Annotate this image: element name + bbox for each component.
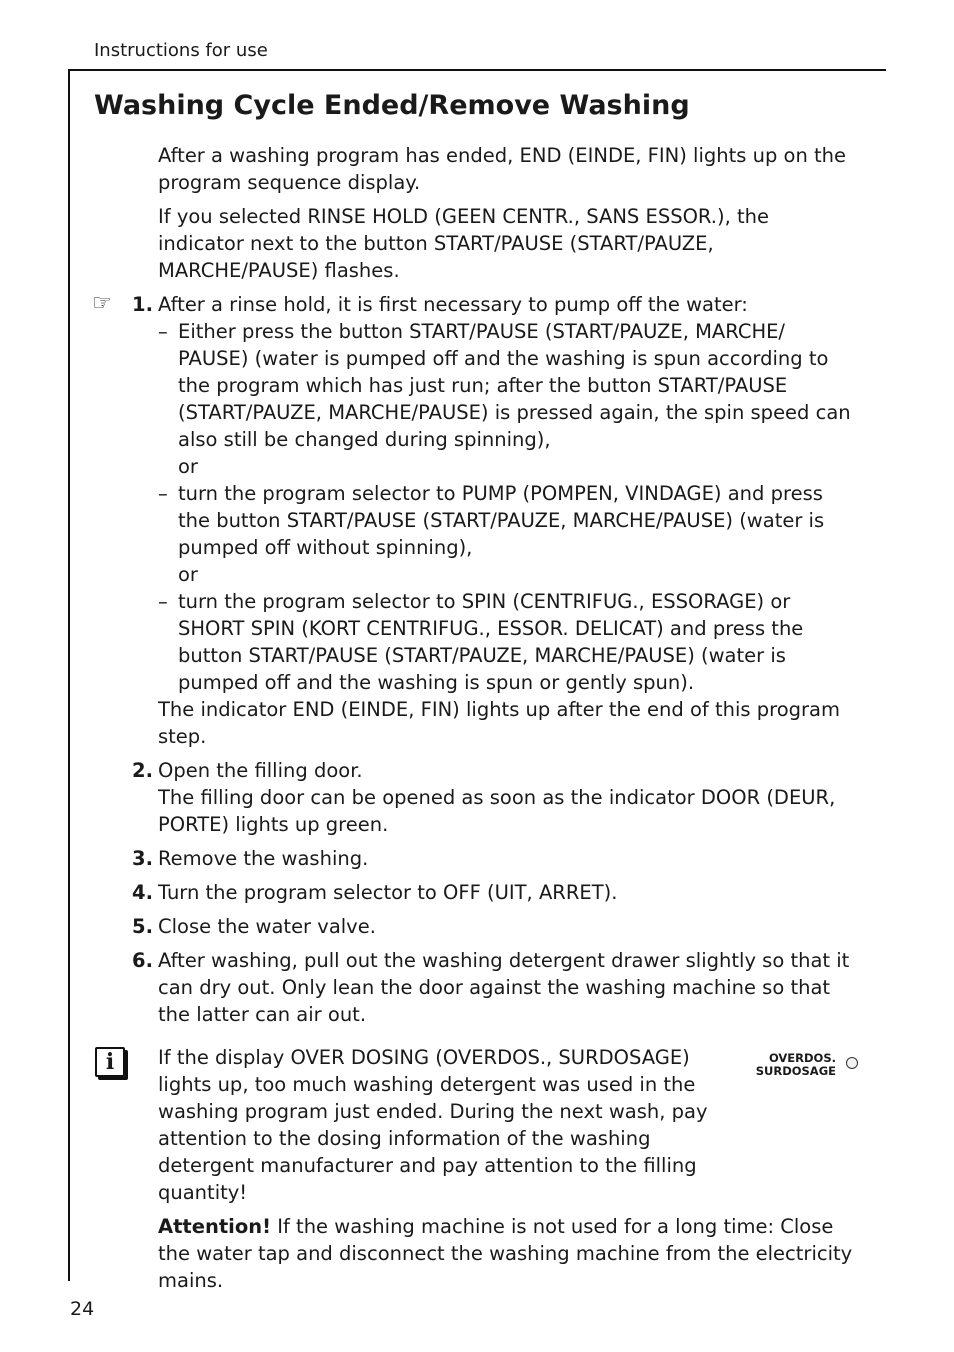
info-note — [105, 1044, 858, 1206]
step-number: 1. — [132, 293, 153, 316]
body-content — [92, 142, 858, 1294]
option-item — [158, 588, 858, 696]
intro-paragraph-2: If you selected RINSE HOLD (GEEN CENTR., SANS ESSOR.), the indicator next to the button START/PAUSE (START/PAUZE, MARCHE/PAUSE) flashes. — [158, 205, 769, 282]
overdos-label: OVERDOS. — [768, 1051, 836, 1065]
option-text: Either press the button START/PAUSE (START/PAUZE, MARCHE/ PAUSE) (water is pumped off and the washing is spun according to the program which has just run; after the button START/PAUSE (START/PAUZE, MARCHE/PAUSE) is pressed again, the spin speed can also still be changed during spinning), — [178, 320, 851, 451]
step-number: 3. — [132, 847, 153, 870]
step-text: Turn the program selector to OFF (UIT, ARRET). — [158, 881, 618, 904]
indicator-led-icon — [846, 1057, 858, 1069]
step-number: 5. — [132, 915, 153, 938]
running-header: Instructions for use — [94, 40, 268, 61]
step-number: 2. — [132, 759, 153, 782]
header-rule — [68, 69, 886, 71]
step-text: Open the filling door. — [158, 759, 363, 782]
option-item — [158, 318, 858, 453]
dash-bullet: – — [158, 482, 168, 505]
attention-paragraph — [158, 1213, 858, 1294]
margin-rule — [68, 69, 70, 1281]
step-number: 6. — [132, 949, 153, 972]
step-text: After a rinse hold, it is first necessary to pump off the water: — [158, 293, 748, 316]
step-number: 4. — [132, 881, 153, 904]
option-text: turn the program selector to SPIN (CENTRIFUG., ESSORAGE) or SHORT SPIN (KORT CENTRIFUG., ESSOR. DELICAT) and press the button START/PAUSE (START/PAUZE, MARCHE/PAUSE) (water is pumped off and the washing is spun or gently spun). — [178, 590, 804, 694]
info-text: If the display OVER DOSING (OVERDOS., SURDOSAGE) lights up, too much washing detergent was used in the washing program just ended. During the next wash, pay attention to the dosing information of the washing detergent manufacturer and pay attention to the filling quantity! — [158, 1046, 708, 1204]
dash-bullet: – — [158, 590, 168, 613]
option-text: turn the program selector to PUMP (POMPEN, VINDAGE) and press the button START/PAUSE (START/PAUZE, MARCHE/PAUSE) (water is pumped off without spinning), — [178, 482, 825, 559]
step-after-text: The indicator END (EINDE, FIN) lights up after the end of this program step. — [158, 698, 840, 748]
step-3 — [132, 845, 858, 872]
step-text: After washing, pull out the washing detergent drawer slightly so that it can dry out. Only lean the door against the washing machine so that the latter can air out. — [158, 949, 850, 1026]
overdosing-display-label — [742, 1052, 836, 1078]
info-icon: i — [95, 1047, 125, 1077]
attention-text: If the washing machine is not used for a long time: Close the water tap and disconnect the washing machine from the electricity mains. — [158, 1215, 853, 1292]
surdosage-label: SURDOSAGE — [755, 1064, 836, 1078]
option-item — [158, 480, 858, 561]
intro-paragraph-1: After a washing program has ended, END (EINDE, FIN) lights up on the program sequence display. — [158, 144, 847, 194]
step-6 — [132, 947, 858, 1028]
step-text: Close the water valve. — [158, 915, 376, 938]
step-2 — [132, 757, 858, 838]
step-text: Remove the washing. — [158, 847, 369, 870]
page-number: 24 — [70, 1298, 95, 1320]
step-1 — [92, 291, 858, 750]
section-title: Washing Cycle Ended/Remove Washing — [94, 90, 690, 121]
dash-bullet: – — [158, 320, 168, 343]
or-text: or — [178, 455, 198, 478]
step-4 — [132, 879, 858, 906]
or-text: or — [178, 563, 198, 586]
step-5 — [132, 913, 858, 940]
attention-label: Attention! — [158, 1215, 272, 1238]
pointing-hand-icon: ☞ — [92, 291, 112, 316]
step-extra-text: The filling door can be opened as soon as the indicator DOOR (DEUR, PORTE) lights up green. — [158, 786, 836, 836]
